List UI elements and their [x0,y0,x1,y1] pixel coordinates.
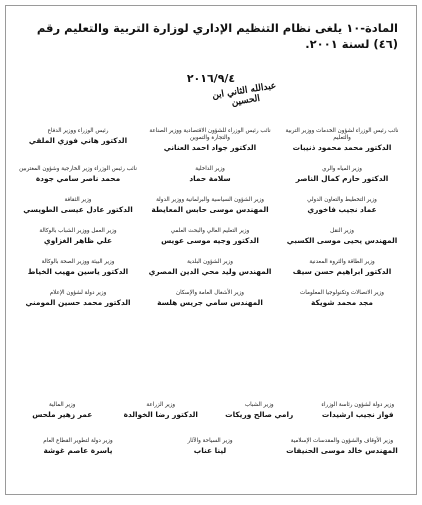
signatory [14,438,142,455]
article-title: المادة-١٠ يلغى نظام التنظيم الإداري لوزارة التربية والتعليم رقم (٤٦) لسنة ٢٠٠١. [36,21,398,51]
signatory-name: مجد محمد شويكة [311,298,373,307]
signatory-title: وزير الأوقاف والشؤون والمقدسات الإسلامية [290,438,394,444]
signatory-title: وزير الزراعة [146,402,176,408]
signatory [146,438,274,455]
signatory-name: رامي صالح وريكات [225,410,294,419]
king-signature: عبدالله الثاني ابن الحسين [211,81,277,109]
signatory [146,290,274,307]
signatory [146,166,274,183]
signatory [14,166,142,183]
signatory-name: علي ظاهر الغزاوي [43,236,113,245]
signatory-title: نائب رئيس الوزراء وزير الخارجية وشؤون المغتربين [19,166,137,172]
signatory-name: المهندس موسى حابس المعايطة [151,205,269,214]
signatory [14,128,142,152]
signatory [14,228,142,245]
signatory-title: وزير الثقافة [64,197,92,203]
signatory-name: الدكتور حازم كمال الناصر [295,174,389,183]
signatory-title: وزير العمل ووزير الشباب بالوكالة [39,228,117,234]
signatory-name: الدكتور هاني فوزي الملقي [28,136,128,145]
signatory [278,438,406,455]
signatory [146,259,274,276]
signatory-title: وزير دولة لشؤون رئاسة الوزراء [321,402,395,408]
signatory-title: وزير دولة لتطوير القطاع العام [43,438,113,444]
signatory [14,197,142,214]
signatory-name: الدكتور عادل عيسى الطويسي [23,205,133,214]
signatory-title: وزير السياحة والآثار [187,438,233,444]
signatory-name: المهندس خالد موسى الحنيفات [286,446,398,455]
signatory-name: الدكتور وجيه موسى عويس [161,236,259,245]
signatory-name: الدكتور محمد محمود ذنيبات [292,143,392,152]
signatory-name: سلامة حماد [189,174,231,183]
signatory [278,166,406,183]
signatory-name: المهندس يحيى موسى الكسبي [286,236,398,245]
signatory-name: ياسرة عاصم غوشة [43,446,113,455]
signatory [14,402,111,419]
signatory-name: محمد ناصر سامي جودة [35,174,121,183]
signatory-title: وزير الشباب [244,402,274,408]
signatory [211,402,308,419]
signatory [278,259,406,276]
signatory [310,402,407,419]
signatory-title: وزير الاتصالات وتكنولوجيا المعلومات [300,290,384,296]
signatory-title: وزير التخطيط والتعاون الدولي [307,197,377,203]
signatory [146,228,274,245]
signatories-grid [14,128,406,307]
signatory-name: الدكتور محمد حسين المومني [25,298,131,307]
date: ٢٠١٦/٩/٤ [186,72,236,85]
signatory [113,402,210,419]
signatory-title: وزير الشؤون السياسية والبرلمانية ووزير الدولة [156,197,264,203]
signatory-title: وزير الشؤون البلدية [187,259,233,265]
signatory-title: وزير المياه والري [322,166,362,172]
signatory-name: الدكتور ياسين مهيب الخياط [27,267,129,276]
signatory-name: لينا عناب [193,446,227,455]
signatory [146,128,274,152]
signatory-title: وزير البيئة ووزير الصحة بالوكالة [41,259,115,265]
signatory-title: وزير التعليم العالي والبحث العلمي [170,228,250,234]
signatory-name: عمر زهير ملحس [32,410,93,419]
signatory-title: وزير النقل [330,228,354,234]
signatory-title: رئيس الوزراء ووزير الدفاع [47,128,109,134]
signatory-title: وزير دولة لشؤون الإعلام [49,290,107,296]
signatory-name: الدكتور رضا الخوالدة [123,410,198,419]
signatory-title: وزير الداخلية [195,166,225,172]
signatories-row-four [14,402,406,419]
signatory [278,290,406,307]
signatory [14,290,142,307]
signatory [278,128,406,152]
signatory-name: فواز نجيب ارشيدات [321,410,394,419]
signatory-name: الدكتور جواد احمد العناني [163,143,257,152]
signatory-name: المهندس سامي جريس هلسة [157,298,263,307]
signatory-title: نائب رئيس الوزراء لشؤون الخدمات ووزير التربية والتعليم [285,128,399,141]
signatory-title: وزير الطاقة والثروة المعدنية [309,259,375,265]
signatory [146,197,274,214]
document-page [5,5,417,495]
signatory-title: وزير المالية [49,402,76,408]
signatories-row-final [14,438,406,455]
signatory-name: المهندس وليد محي الدين المصري [148,267,272,276]
signatory [14,259,142,276]
signatory [278,197,406,214]
signatory-name: الدكتور ابراهيم حسن سيف [292,267,392,276]
signatory [278,228,406,245]
signatory-name: عماد نجيب فاخوري [307,205,377,214]
signatory-title: نائب رئيس الوزراء للشؤون الاقتصادية ووزير الصناعة والتجارة والتموين [149,128,271,141]
signatory-title: وزير الأشغال العامة والإسكان [176,290,244,296]
